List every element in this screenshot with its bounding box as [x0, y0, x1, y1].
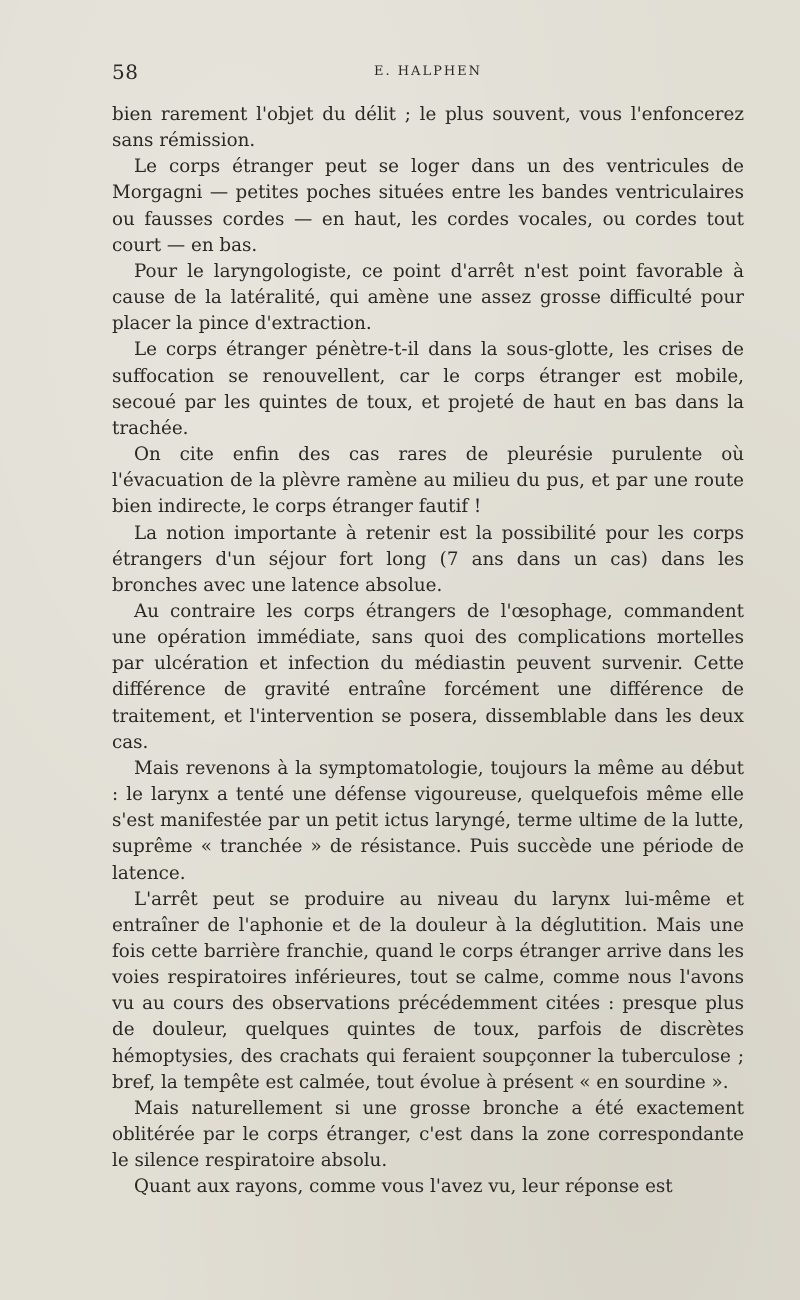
- body-text: [112, 102, 744, 1201]
- paragraph: Pour le laryngologiste, ce point d'arrêt n'est point favorable à cause de la latéralité, qui amène une assez grosse difficulté pour placer la pince d'extraction.: [112, 260, 744, 335]
- paragraph: L'arrêt peut se produire au niveau du larynx lui-même et entraîner de l'aphonie et de la douleur à la déglutition. Mais une fois cette barrière franchie, quand le corps étranger arrive dans les voies respiratoires inférieures, tout se calme, comme nous l'avons vu au cours des observations précédemment citées : presque plus de douleur, quelques quintes de toux, parfois de discrètes hémoptysies, des crachats qui feraient soupçonner la tuberculose ; bref, la tempête est calmée, tout évolue à présent « en sourdine ».: [112, 888, 744, 1093]
- page-number: 58: [112, 60, 139, 84]
- paragraph: Mais revenons à la symptomatologie, toujours la même au début : le larynx a tenté une défense vigoureuse, quelquefois même elle s'est manifestée par un petit ictus laryngé, terme ultime de la lutte, suprême « tranchée » de résistance. Puis succède une période de latence.: [112, 757, 744, 884]
- paragraph: Mais naturellement si une grosse bronche a été exactement oblitérée par le corps étranger, c'est dans la zone correspondante le silence respiratoire absolu.: [112, 1097, 744, 1172]
- running-head: E. HALPHEN: [373, 64, 483, 79]
- paragraph: La notion importante à retenir est la possibilité pour les corps étrangers d'un séjour fort long (7 ans dans un cas) dans les bronches avec une latence absolue.: [112, 522, 744, 596]
- paragraph: bien rarement l'objet du délit ; le plus souvent, vous l'enfoncerez sans rémission.: [112, 104, 744, 152]
- paragraph: Au contraire les corps étrangers de l'œsophage, commandent une opération immédiate, sans quoi des complications mortelles par ulcération et infection du médiastin peuvent survenir. Cette différence de gravité entraîne forcément une différence de traitement, et l'intervention se posera, dissemblable dans les deux cas.: [112, 600, 744, 753]
- paragraph: On cite enfin des cas rares de pleurésie purulente où l'évacuation de la plèvre ramène au milieu du pus, et par une route bien indirecte, le corps étranger fautif !: [112, 444, 744, 518]
- paragraph: Le corps étranger peut se loger dans un des ventricules de Morgagni — petites poches situées entre les bandes ventriculaires ou fausses cordes — en haut, les cordes vocales, ou cordes tout court — en bas.: [112, 156, 744, 256]
- paragraph: Le corps étranger pénètre-t-il dans la sous-glotte, les crises de suffocation se renouvellent, car le corps étranger est mobile, secoué par les quintes de toux, et projeté de haut en bas dans la trachée.: [112, 339, 744, 439]
- page-header: [112, 60, 744, 88]
- paragraph: Quant aux rayons, comme vous l'avez vu, leur réponse est: [134, 1176, 673, 1198]
